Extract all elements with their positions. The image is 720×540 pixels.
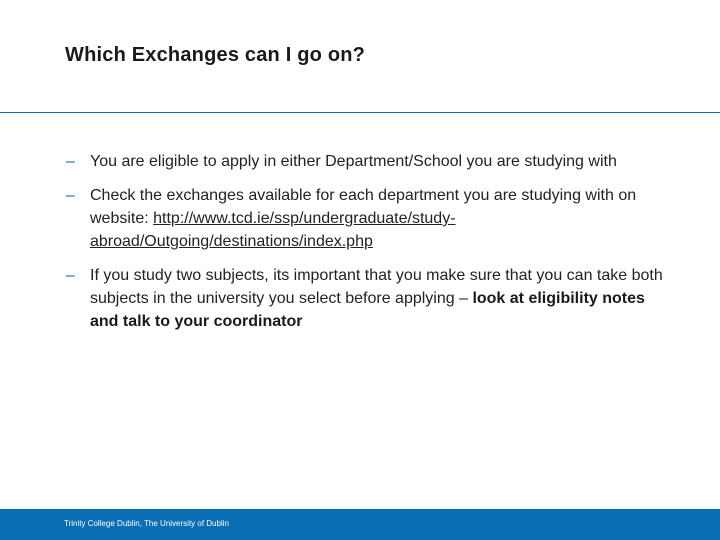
footer-bar [0, 509, 720, 540]
dash-marker: – [66, 267, 75, 284]
footer-text: Trinity College Dublin, The University of Dublin [64, 519, 229, 528]
bullet-text: Check the exchanges available for each department you are studying with on website: [90, 187, 637, 227]
bullet-two-subjects [66, 264, 666, 333]
destinations-link[interactable]: http://www.tcd.ie/ssp/undergraduate/study-abroad/Outgoing/destinations/index.php [90, 210, 456, 250]
bullet-list [66, 150, 666, 344]
bullet-text: If you study two subjects, its important that you make sure that you can take both subjects in the university you select before applying – [90, 267, 663, 307]
dash-marker: – [66, 153, 75, 170]
bullet-check-exchanges [66, 184, 666, 253]
dash-marker: – [66, 187, 75, 204]
bullet-eligibility [66, 150, 666, 173]
bullet-text: You are eligible to apply in either Department/School you are studying with [90, 153, 617, 170]
slide-title: Which Exchanges can I go on? [65, 44, 366, 66]
header-divider [0, 112, 720, 113]
bold-note: look at eligibility notes and talk to your coordinator [90, 290, 645, 330]
